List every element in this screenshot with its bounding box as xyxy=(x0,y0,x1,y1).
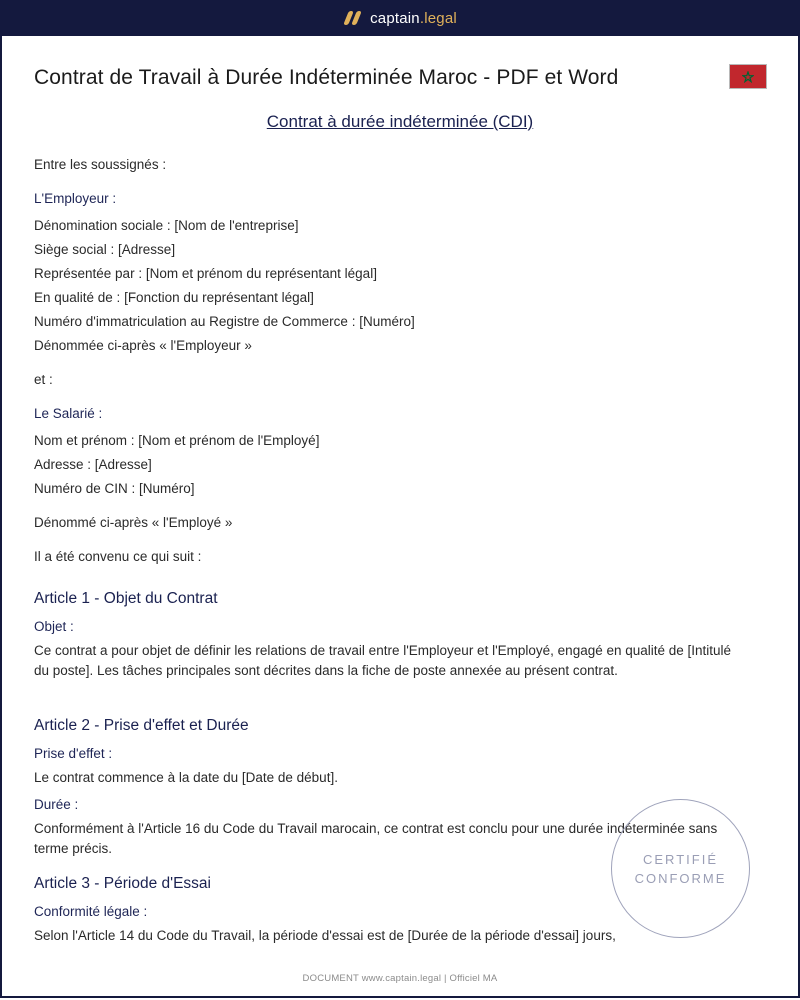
article-3-heading: Article 3 - Période d'Essai xyxy=(34,875,211,892)
article-3-text: Selon l'Article 14 du Code du Travail, la période d'essai est de [Durée de la période d'essai] jours, xyxy=(34,928,616,943)
article-2-label: Prise d'effet : xyxy=(34,746,113,761)
brand-logo[interactable] xyxy=(343,10,457,27)
article-1-text: Ce contrat a pour objet de définir les relations de travail entre l'Employeur et l'Employé, engagé en qualité de [Intitulé du poste]. Les tâches principales sont décrites dans la fiche de poste annexée au présent contrat. xyxy=(34,643,732,678)
employer-line: Dénommée ci-après « l'Employeur » xyxy=(34,338,252,353)
employer-line: En qualité de : [Fonction du représentant légal] xyxy=(34,290,314,305)
article-2-text-duration: Conformément à l'Article 16 du Code du Travail marocain, ce contrat est conclu pour une durée indéterminée sans terme précis. xyxy=(34,821,718,856)
employee-line: Adresse : [Adresse] xyxy=(34,457,152,472)
certified-stamp xyxy=(611,799,750,938)
intro-text: Entre les soussignés : xyxy=(34,157,167,172)
document-footer: DOCUMENT www.captain.legal | Officiel MA xyxy=(302,973,498,984)
employer-line: Siège social : [Adresse] xyxy=(34,242,176,257)
employee-label: Le Salarié : xyxy=(34,406,103,421)
top-bar xyxy=(0,0,800,36)
and-text: et : xyxy=(34,372,53,387)
article-1-heading: Article 1 - Objet du Contrat xyxy=(34,590,218,607)
article-2-label-duration: Durée : xyxy=(34,797,79,812)
employee-line: Nom et prénom : [Nom et prénom de l'Employé] xyxy=(34,433,320,448)
document-title: Contrat de Travail à Durée Indéterminée Maroc - PDF et Word xyxy=(34,66,619,89)
article-2-text: Le contrat commence à la date du [Date de début]. xyxy=(34,770,338,785)
captain-logo-icon xyxy=(343,10,361,26)
employee-line: Numéro de CIN : [Numéro] xyxy=(34,481,195,496)
morocco-flag-icon xyxy=(729,64,767,89)
article-2-heading: Article 2 - Prise d'effet et Durée xyxy=(34,717,249,734)
document-subtitle: Contrat à durée indéterminée (CDI) xyxy=(266,112,534,131)
brand-name: captain.legal xyxy=(370,9,457,27)
document-page xyxy=(0,36,800,998)
employer-line: Numéro d'immatriculation au Registre de Commerce : [Numéro] xyxy=(34,314,415,329)
stamp-line: CONFORME xyxy=(634,870,727,886)
agreement-text: Il a été convenu ce qui suit : xyxy=(34,549,202,564)
article-3-label: Conformité légale : xyxy=(34,904,148,919)
article-1-label: Objet : xyxy=(34,619,74,634)
employee-designation: Dénommé ci-après « l'Employé » xyxy=(34,515,233,530)
employer-line: Dénomination sociale : [Nom de l'entreprise] xyxy=(34,218,299,233)
stamp-line: CERTIFIÉ xyxy=(643,851,718,867)
employer-label: L'Employeur : xyxy=(34,191,117,206)
employer-line: Représentée par : [Nom et prénom du représentant légal] xyxy=(34,266,377,281)
